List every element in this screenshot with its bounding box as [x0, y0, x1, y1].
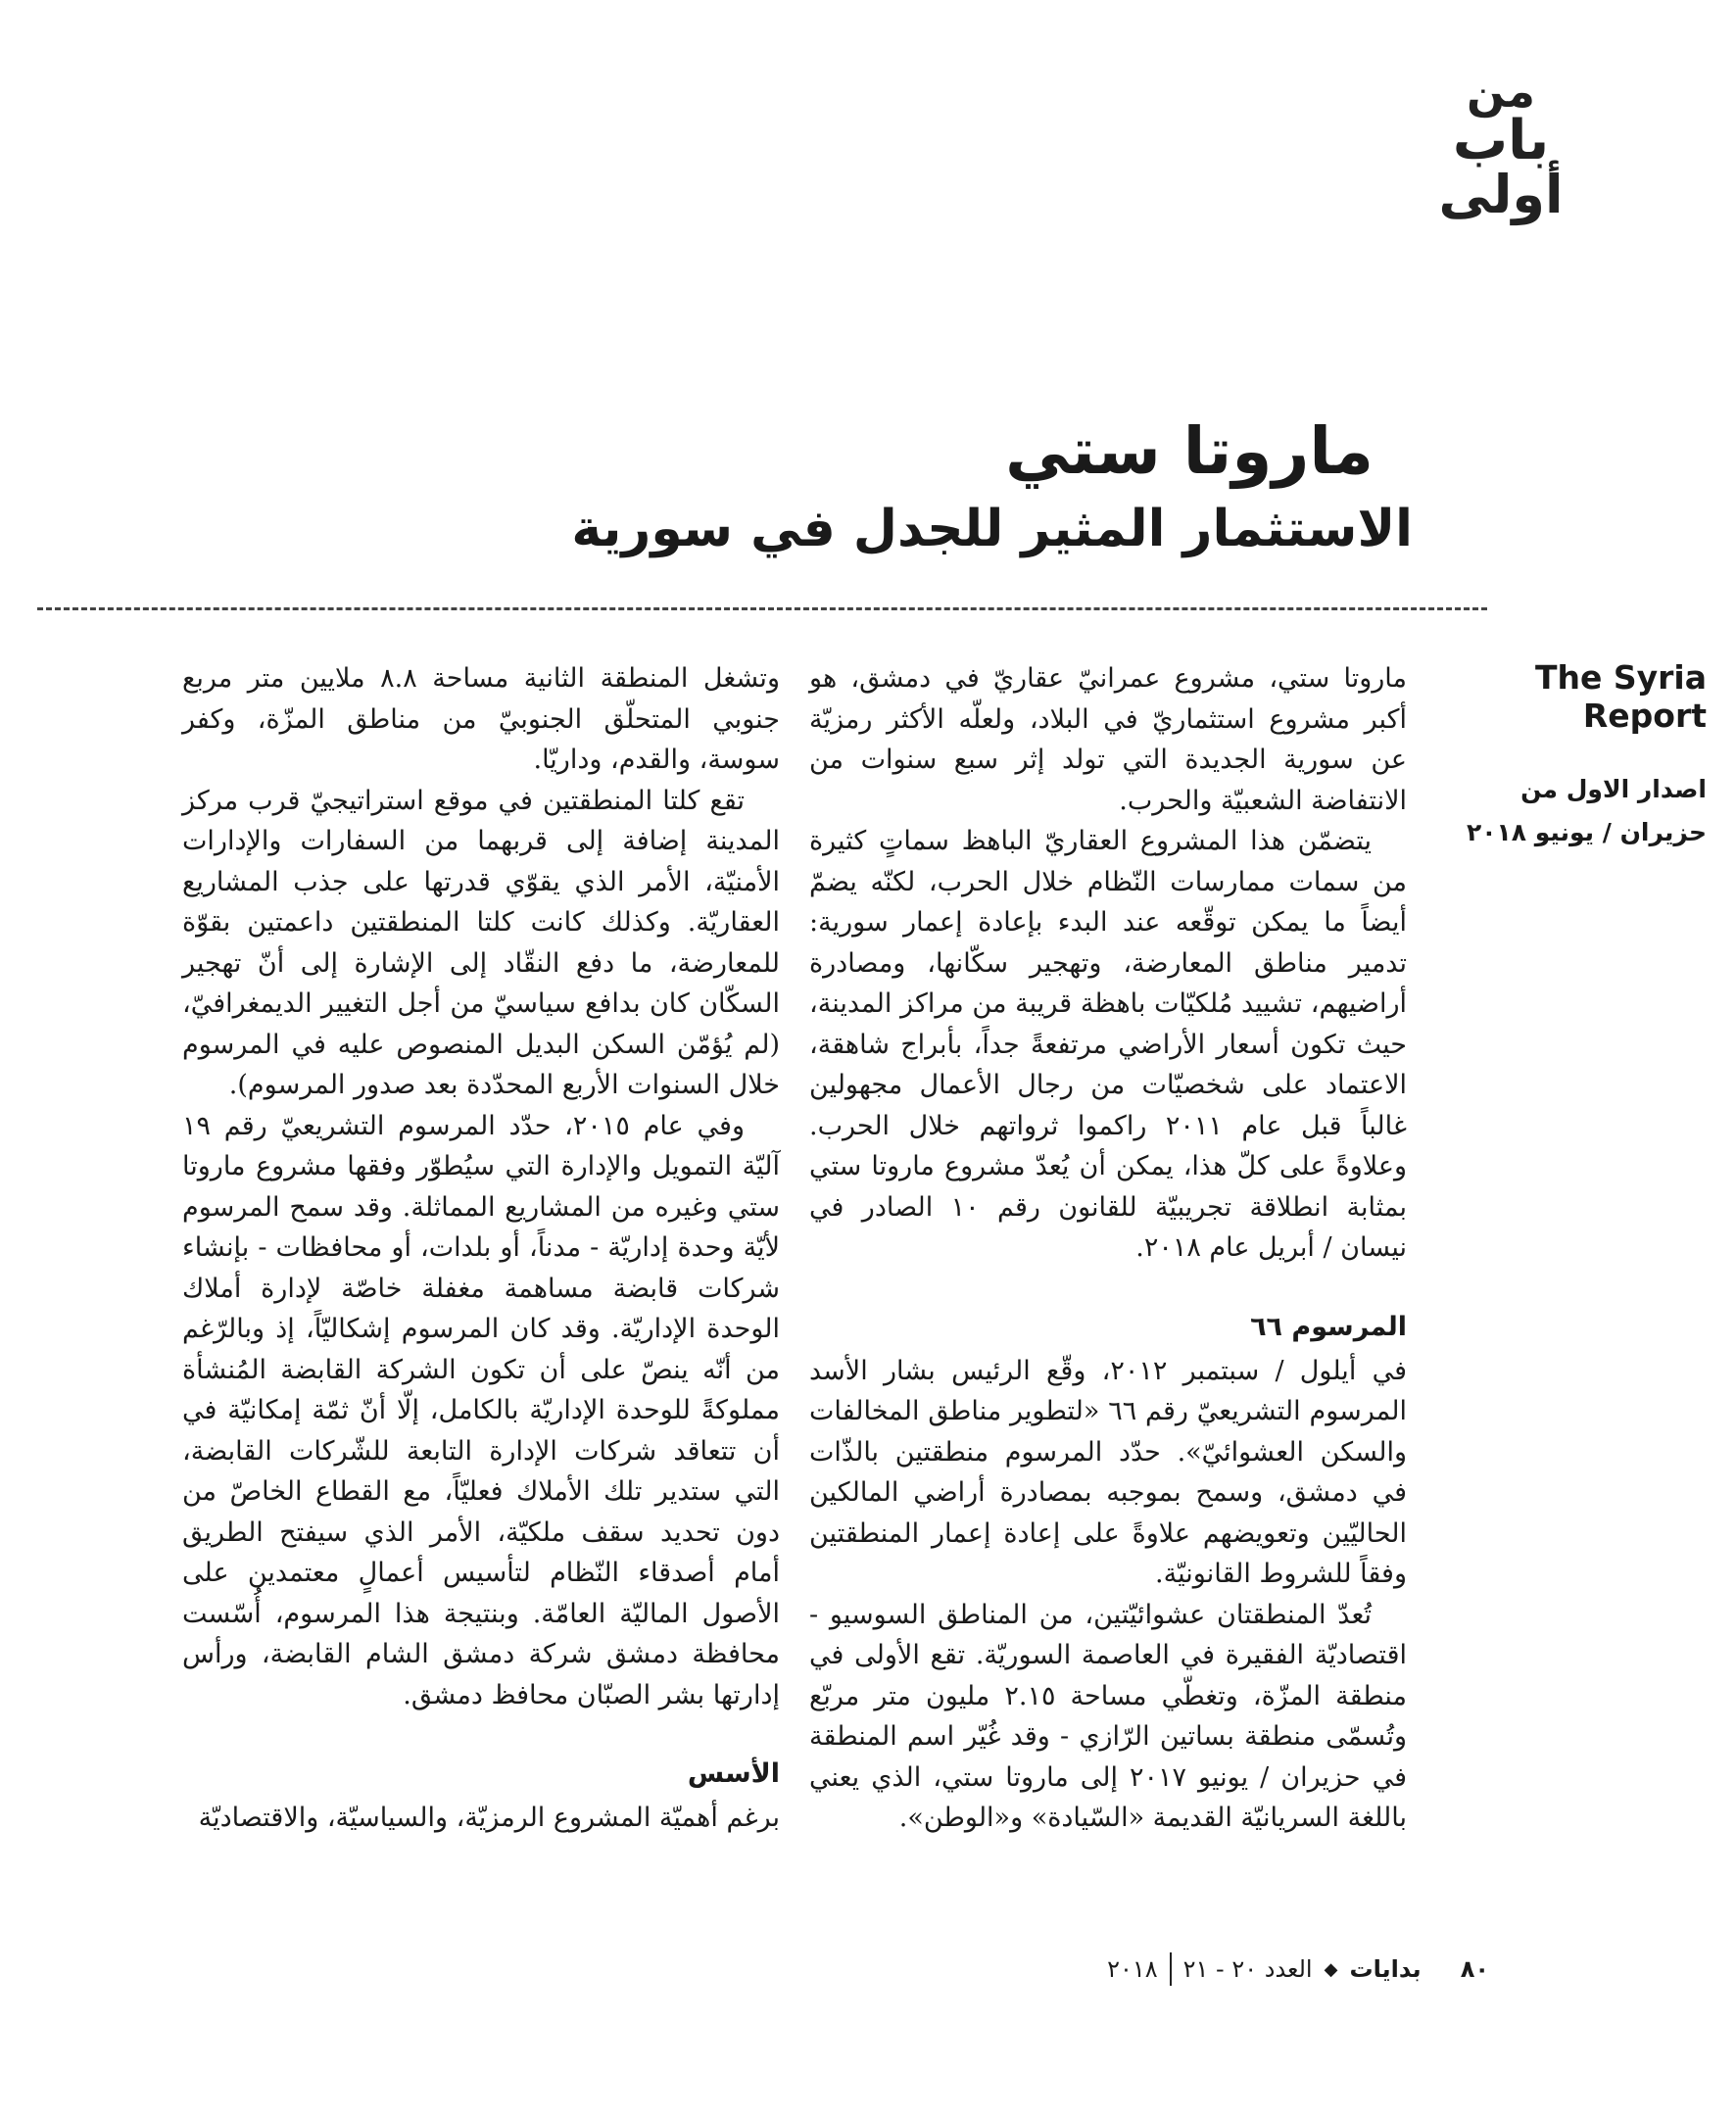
paragraph: يتضمّن هذا المشروع العقاريّ الباهظ سماتٍ كثيرة من سمات ممارسات النّظام خلال الحرب، لكنّه يضمّ أيضاً ما يمكن توقّعه عند البدء بإعادة إعمار سورية: تدمير مناطق المعارضة، وتهجير سكّانها، ومصادرة أراضيهم، تشييد مُلكيّات باهظة قريبة من مراكز المدينة، حيث تكون أسعار الأراضي مرتفعةً جداً، بأبراج شاهقة، الاعتماد على شخصيّات من رجال الأعمال مجهولين غالباً قبل عام ٢٠١١ راكموا ثرواتهم خلال الحرب. وعلاوةً على كلّ هذا، يمكن أن يُعدّ مشروع ماروتا ستي بمثابة انطلاقة تجريبيّة للقانون رقم ١٠ الصادر في نيسان / أبريل عام ٢٠١٨. [809, 826, 1407, 1263]
section-heading: المرسوم ٦٦ [1250, 1311, 1407, 1342]
paragraph: وفي عام ٢٠١٥، حدّد المرسوم التشريعيّ رقم ١٩ آليّة التمويل والإدارة التي سيُطوّر وفقها مشروع ماروتا ستي وغيره من المشاريع المماثلة. وقد سمح المرسوم لأيّة وحدة إداريّة - مدناً، أو بلدات، أو محافظات - بإنشاء شركات قابضة مساهمة مغفلة خاصّة لإدارة أملاك الوحدة الإداريّة. وقد كان المرسوم إشكاليّاً، إذ وبالرّغم من أنّه ينصّ على أن تكون الشركة القابضة المُنشأة مملوكةً للوحدة الإداريّة بالكامل، إلّا أنّ ثمّة إمكانيّة في أن تتعاقد شركات الإدارة التابعة للشّركات القابضة، التي ستدير تلك الأملاك فعليّاً، مع القطاع الخاصّ من دون تحديد سقف ملكيّة، الأمر الذي سيفتح الطريق أمام أصدقاء النّظام لتأسيس أعمالٍ معتمدين على الأصول الماليّة العامّة. وبنتيجة هذا المرسوم، أُسّست محافظة دمشق شركة دمشق الشام القابضة، ورأس إدارتها بشر الصبّان محافظ دمشق. [182, 1110, 780, 1710]
paragraph: ماروتا ستي، مشروع عمرانيّ عقاريّ في دمشق، هو أكبر مشروع استثماريّ في البلاد، ولعلّه الأكثر رمزيّة عن سورية الجديدة التي تولد إثر سبع سنوات من الانتفاضة الشعبيّة والحرب. [809, 663, 1407, 816]
page-number: ٨٠ [1460, 1955, 1489, 1983]
source-issue-line-2: حزيران / يونيو ٢٠١٨ [1466, 817, 1707, 846]
paragraph: وتشغل المنطقة الثانية مساحة ٨.٨ ملايين متر مربع جنوبي المتحلّق الجنوبيّ من مناطق المزّة، وكفر سوسة، والقدم، وداريّا. [182, 663, 780, 775]
logo-line-1: من [1467, 65, 1535, 118]
article-column-left [182, 658, 780, 1839]
diamond-icon: ◆ [1324, 1958, 1338, 1980]
paragraph: في أيلول / سبتمبر ٢٠١٢، وقّع الرئيس بشار الأسد المرسوم التشريعيّ رقم ٦٦ «لتطوير مناطق المخالفات والسكن العشوائيّ». حدّد المرسوم منطقتين بالذّات في دمشق، وسمح بموجبه بمصادرة أراضي المالكين الحاليّين وتعويضهم علاوةً على إعادة إعمار المنطقتين وفقاً للشروط القانونيّة. [809, 1355, 1407, 1589]
logo-line-3: أولى [1438, 164, 1564, 225]
logo-line-2: باب [1452, 109, 1550, 172]
article-subtitle: الاستثمار المثير للجدل في سورية [571, 499, 1413, 558]
page-footer [1068, 1950, 1489, 1989]
article-title: ماروتا ستي [1005, 413, 1374, 489]
paragraph: تُعدّ المنطقتان عشوائيّتين، من المناطق السوسيو - اقتصاديّة الفقيرة في العاصمة السوريّة. تقع الأولى في منطقة المزّة، وتغطّي مساحة ٢.١٥ مليون متر مربّع وتُسمّى منطقة بساتين الرّازي - وقد غُيّر اسم المنطقة في حزيران / يونيو ٢٠١٧ إلى ماروتا ستي، الذي يعني باللغة السريانيّة القديمة «السّيادة» و«الوطن». [809, 1599, 1407, 1833]
article-column-right [809, 658, 1407, 1839]
magazine-section-logo [1432, 65, 1569, 225]
article-header [335, 411, 1413, 562]
source-issue [1450, 768, 1707, 854]
section-heading: الأسس [687, 1758, 780, 1789]
issue-year: ٢٠١٨ [1107, 1955, 1158, 1983]
source-sidebar [1450, 658, 1707, 854]
footer-separator [1170, 1952, 1172, 1986]
paragraph: تقع كلتا المنطقتين في موقع استراتيجيّ قرب مركز المدينة إضافة إلى قربهما من السفارات والإدارات الأمنيّة، الأمر الذي يقوّي قدرتها على جذب المشاريع العقاريّة. وكذلك كانت كلتا المنطقتين داعمتين بقوّة للمعارضة، ما دفع النقّاد إلى الإشارة إلى أنّ تهجير السكّان كان بدافع سياسيّ من أجل التغيير الديمغرافيّ، (لم يُؤمّن السكن البديل المنصوص عليه في المرسوم خلال السنوات الأربع المحدّدة بعد صدور المرسوم). [182, 785, 780, 1100]
issue-number: العدد ٢٠ - ٢١ [1182, 1955, 1313, 1983]
source-name: The Syria Report [1534, 658, 1707, 735]
source-issue-line-1: اصدار الاول من [1520, 775, 1707, 803]
header-divider [37, 607, 1487, 610]
magazine-name: بدايات [1349, 1955, 1422, 1983]
paragraph: برغم أهميّة المشروع الرمزيّة، والسياسيّة، والاقتصاديّة [198, 1803, 780, 1833]
